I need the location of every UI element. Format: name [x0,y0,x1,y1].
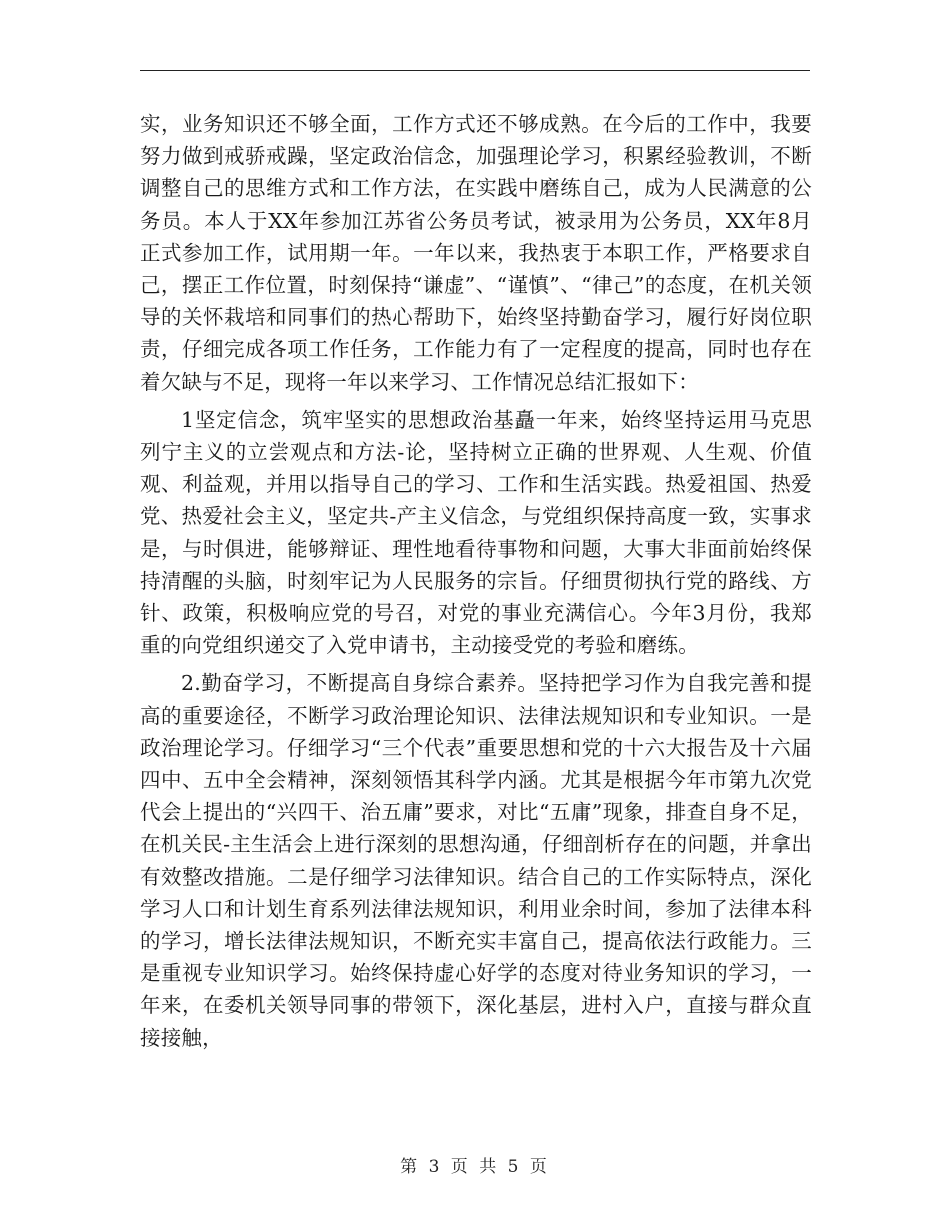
header-rule [140,70,810,71]
paragraph-1-firm-belief: 1坚定信念，筑牢坚实的思想政治基矗一年来，始终坚持运用马克思列宁主义的立尝观点和方法-论，坚持树立正确的世界观、人生观、价值观、利益观，并用以指导自己的学习、工作和生活实践。热爱祖国、热爱党、热爱社会主义，坚定共-产主义信念，与党组织保持高度一致，实事求是，与时俱进，能够辩证、理性地看待事物和问题，大事大非面前始终保持清醒的头脑，时刻牢记为人民服务的宗旨。仔细贯彻执行党的路线、方针、政策，积极响应党的号召，对党的事业充满信心。今年3月份，我郑重的向党组织递交了入党申请书，主动接受党的考验和磨练。 [140,407,812,658]
paragraph-2-diligent-study: 2.勤奋学习，不断提高自身综合素养。坚持把学习作为自我完善和提高的重要途径，不断学习政治理论知识、法律法规知识和专业知识。一是政治理论学习。仔细学习“三个代表”重要思想和党的十六大报告及十六届四中、五中全会精神，深刻领悟其科学内涵。尤其是根据今年市第九次党代会上提出的“兴四干、治五庸”要求，对比“五庸”现象，排查自身不足，在机关民-主生活会上进行深刻的思想沟通，仔细剖析存在的问题，并拿出有效整改措施。二是仔细学习法律知识。结合自己的工作实际特点，深化学习人口和计划生育系列法律法规知识，利用业余时间，参加了法律本科的学习，增长法律法规知识，不断充实丰富自己，提高依法行政能力。三是重视专业知识学习。始终保持虚心好学的态度对待业务知识的学习，一年来，在委机关领导同事的带领下，深化基层，进村入户，直接与群众直接接触， [140,671,812,1050]
paragraph-continuation: 实，业务知识还不够全面，工作方式还不够成熟。在今后的工作中，我要努力做到戒骄戒躁，坚定政治信念，加强理论学习，积累经验教训，不断调整自己的思维方式和工作方法，在实践中磨练自己，成为人民满意的公务员。本人于XX年参加江苏省公务员考试，被录用为公务员，XX年8月正式参加工作，试用期一年。一年以来，我热衷于本职工作，严格要求自己，摆正工作位置，时刻保持“谦虚”、“谨慎”、“律己”的态度，在机关领导的关怀栽培和同事们的热心帮助下，始终坚持勤奋学习，履行好岗位职责，仔细完成各项工作任务，工作能力有了一定程度的提高，同时也存在着欠缺与不足，现将一年以来学习、工作情况总结汇报如下： [140,112,812,394]
page-number-footer: 第 3 页 共 5 页 [400,1157,550,1177]
document-body [140,108,812,1060]
